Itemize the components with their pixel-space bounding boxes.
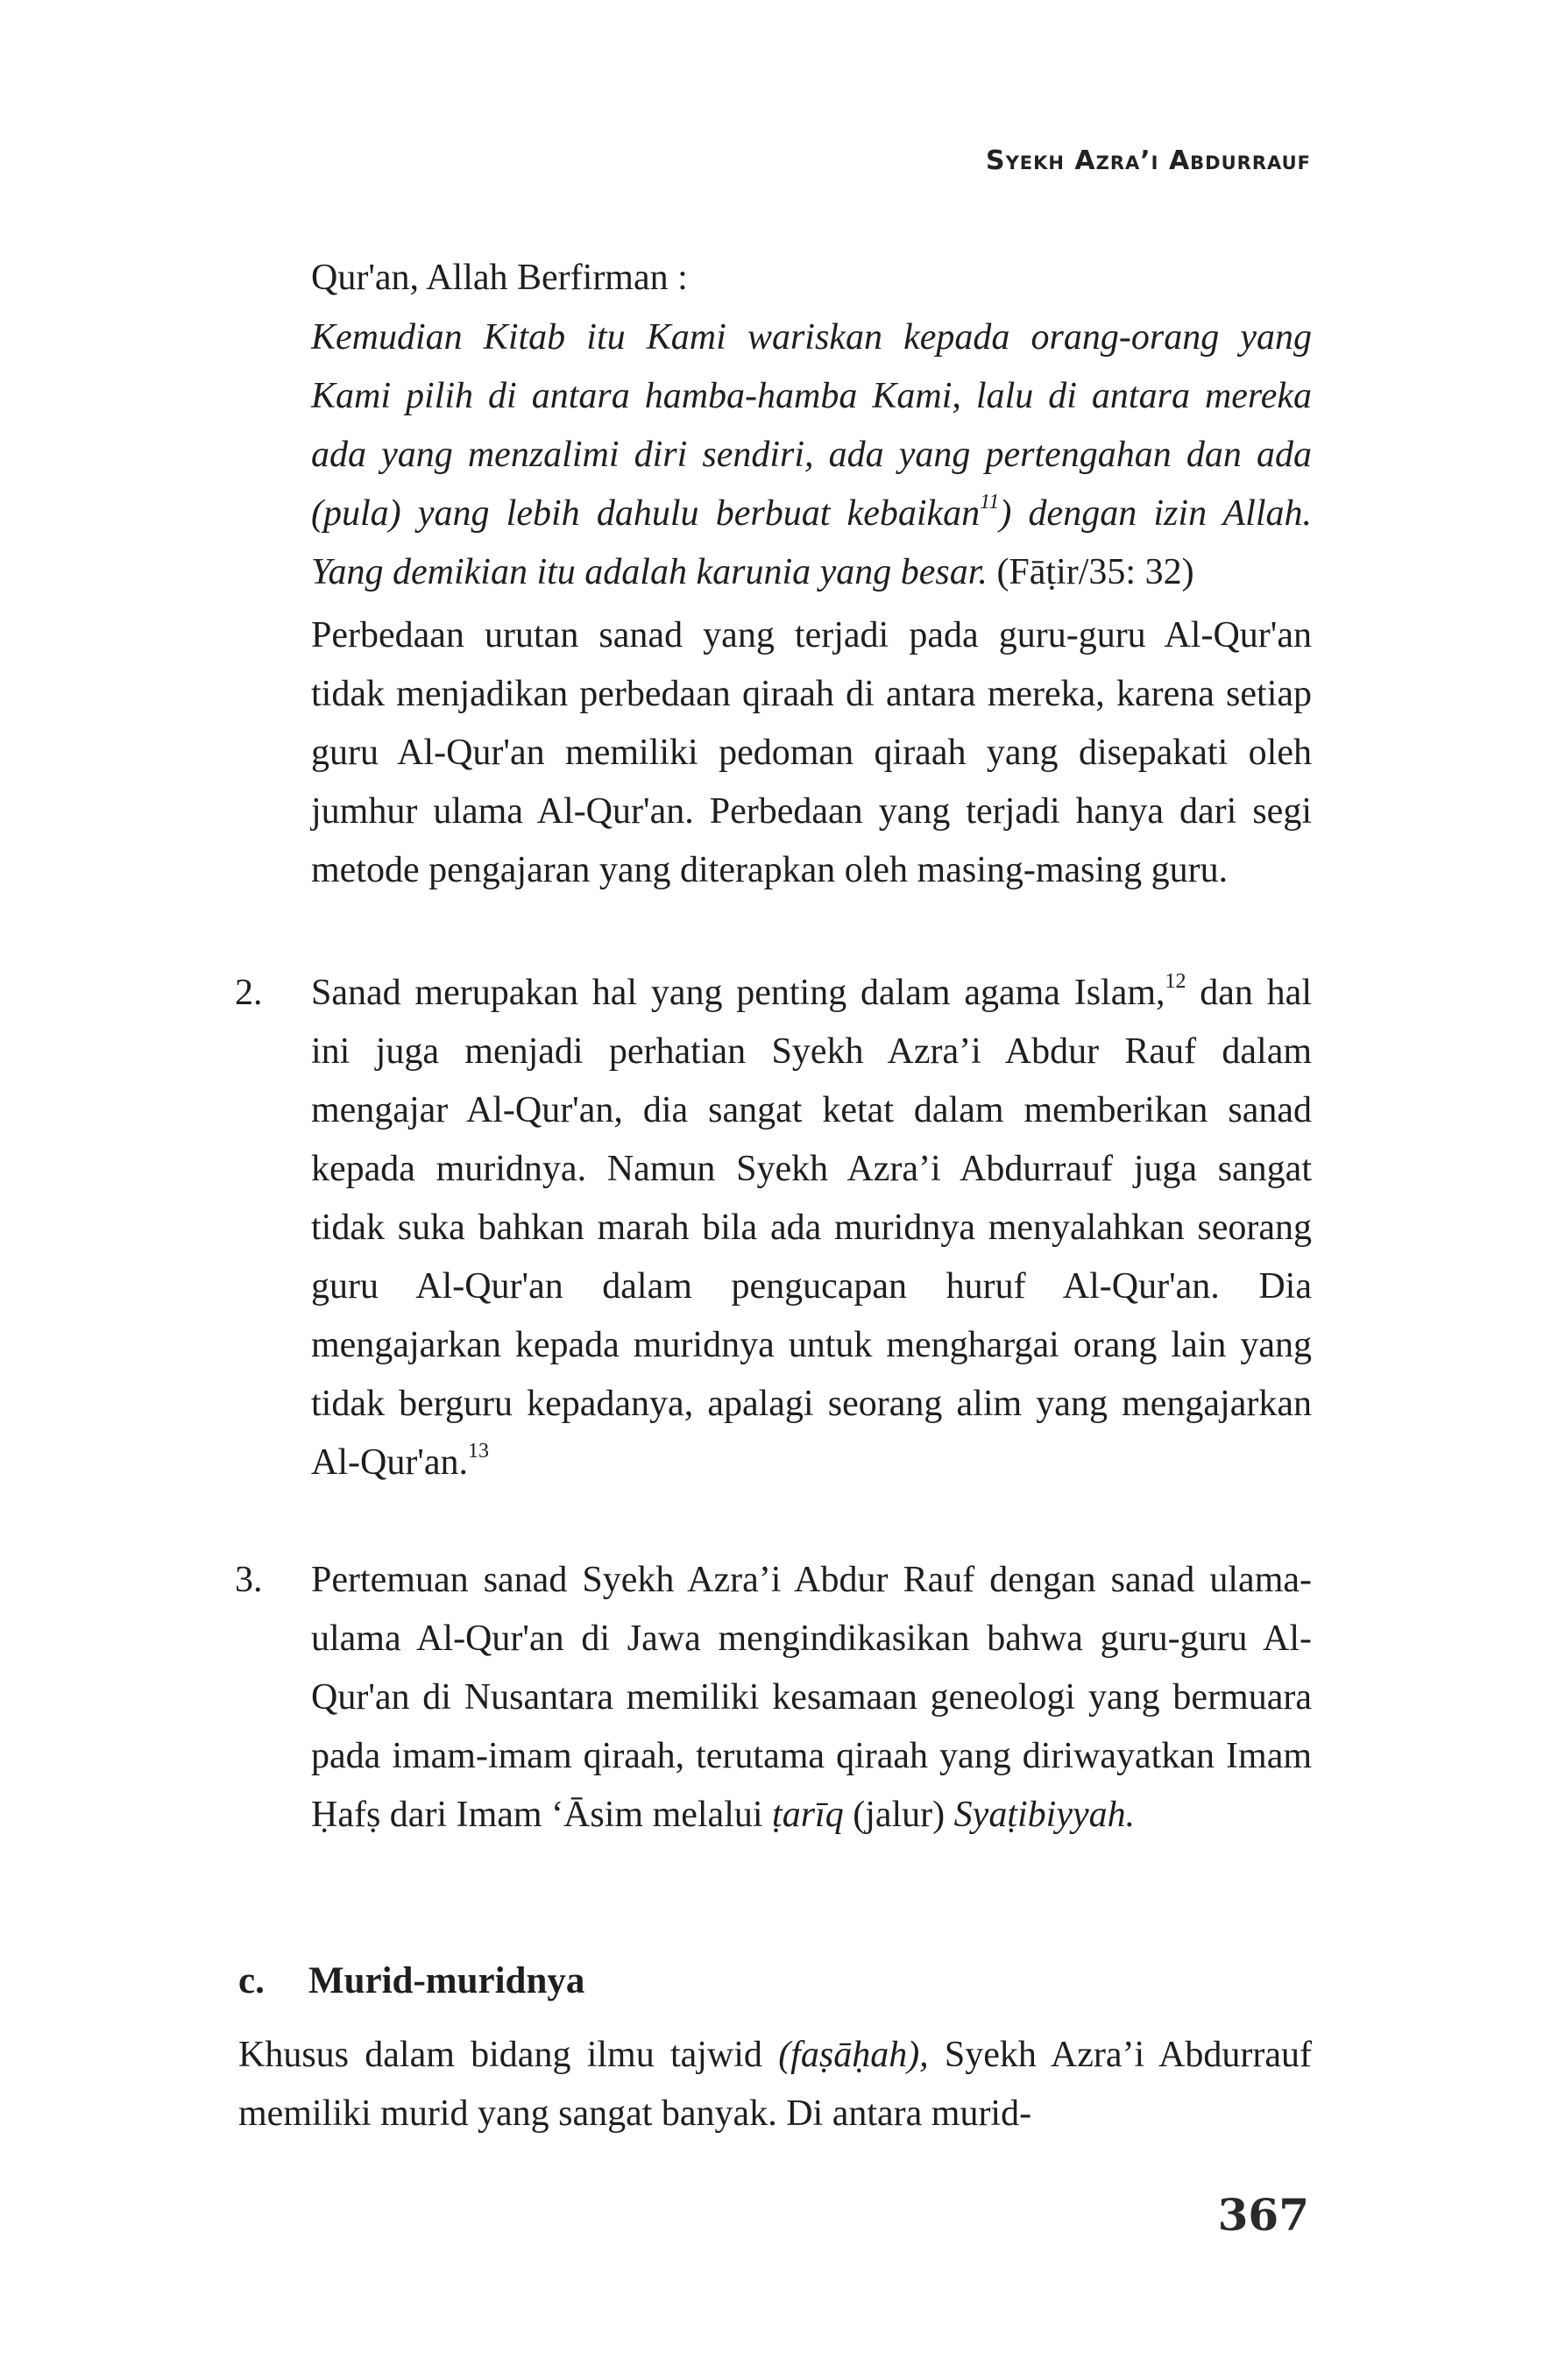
list-item: [311, 1551, 1312, 1845]
quote-part-2: ) dengan izin Allah. Yang demikian itu adalah karunia yang besar.: [311, 493, 1312, 592]
section-paragraph: [238, 2026, 1312, 2143]
running-header: Syekh Azra’i Abdurrauf: [985, 145, 1311, 176]
list-item-text: Pertemuan sanad Syekh Azra’i Abdur Rauf dengan sanad ulama-ulama Al-Qur'an di Jawa mengindikasikan bahwa guru-guru Al-Qur'an di Nusantara memiliki kesamaan geneologi yang bermuara pada imam-imam qiraah, terutama qiraah yang diriwayatkan Imam Ḥafṣ dari Imam ‘Āsim melalui: [311, 1560, 1312, 1835]
italic-term: Syaṭibiyyah.: [953, 1795, 1136, 1835]
section-heading: [238, 1959, 584, 2002]
footnote-marker: 13: [468, 1440, 490, 1463]
list-item-text: dan hal ini juga menjadi perhatian Syekh Azra’i Abdur Rauf dalam mengajar Al-Qur'an, dia sangat ketat dalam memberikan sanad kepada muridnya. Namun Syekh Azra’i Abdurrauf juga sangat tidak suka bahkan marah bila ada muridnya menyalahkan seorang guru Al-Qur'an dalam pengucapan huruf Al-Qur'an. Dia mengajarkan kepada muridnya untuk menghargai orang lain yang tidak berguru kepadanya, apalagi seorang alim yang mengajarkan Al-Qur'an.: [311, 973, 1312, 1483]
list-number: 3.: [235, 1560, 263, 1600]
italic-term: ṭarīq: [772, 1795, 844, 1835]
list-number: 2.: [235, 973, 263, 1013]
quote-part-1: Kemudian Kitab itu Kami wariskan kepada orang-orang yang Kami pilih di antara hamba-hamba Kami, lalu di antara mereka ada yang menzalimi diri sendiri, ada yang pertengahan dan ada (pula) yang lebih dahulu berbuat kebaikan: [311, 317, 1312, 534]
quote-reference: (Fāṭir/35: 32): [987, 552, 1194, 592]
intro-line: Qur'an, Allah Berfirman :: [311, 258, 688, 298]
section-text: Khusus dalam bidang ilmu tajwid: [238, 2035, 779, 2075]
section-letter: c.: [238, 1960, 265, 2001]
paragraph: Perbedaan urutan sanad yang terjadi pada guru-guru Al-Qur'an tidak menjadikan perbedaan qiraah di antara mereka, karena setiap guru Al-Qur'an memiliki pedoman qiraah yang disepakati oleh jumhur ulama Al-Qur'an. Perbedaan yang terjadi hanya dari segi metode pengajaran yang diterapkan oleh masing-masing guru.: [311, 615, 1312, 890]
footnote-marker: 11: [980, 491, 1000, 514]
list-item: [311, 964, 1312, 1492]
list-item-text: (jalur): [843, 1795, 954, 1835]
italic-term: (faṣāḥah),: [778, 2035, 929, 2075]
section-title: Murid-muridnya: [308, 1960, 585, 2001]
footnote-marker: 12: [1165, 970, 1186, 993]
quran-quote: [311, 308, 1312, 602]
section-text: Syekh Azra’i Abdurrauf memiliki murid yang sangat banyak. Di antara murid-: [238, 2035, 1312, 2134]
page-number: 367: [1217, 2189, 1309, 2241]
list-item-text: Sanad merupakan hal yang penting dalam agama Islam,: [311, 973, 1165, 1013]
